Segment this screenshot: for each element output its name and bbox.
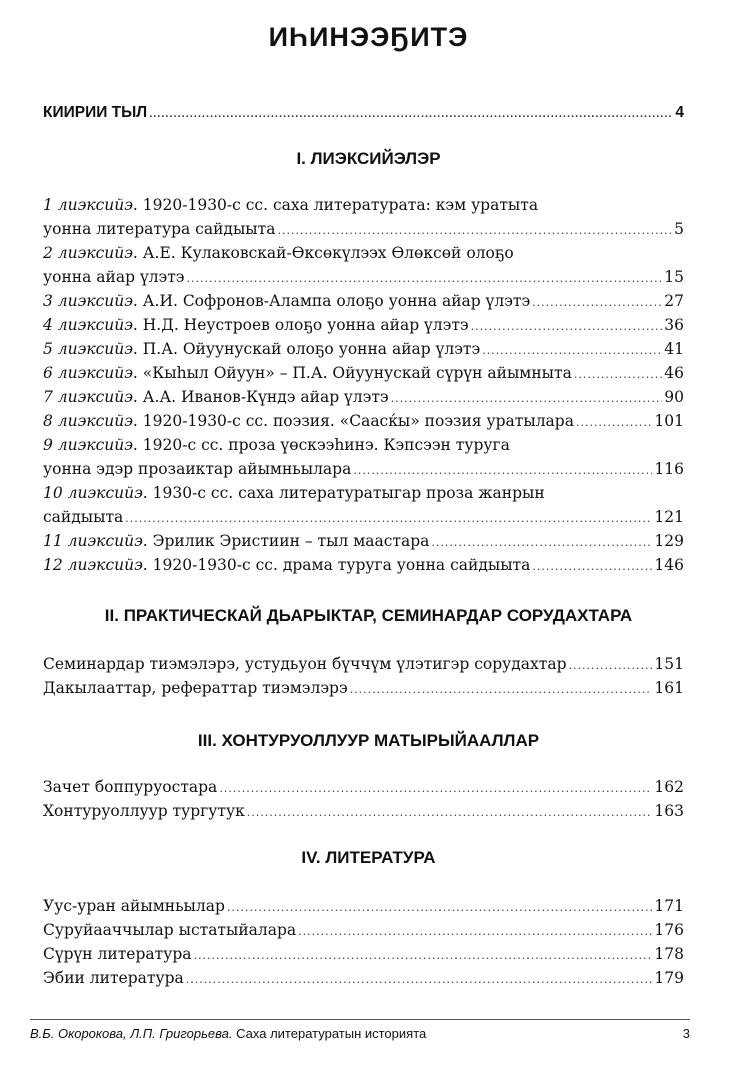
footer-divider [30,1019,690,1020]
toc-entry-text: Хонтуруоллуур тургутук [43,802,245,820]
lecture-label: 8 лиэксийэ. [43,412,138,430]
dot-leader [532,291,662,315]
dot-leader [298,920,652,944]
toc-entry-text: Эрилик Эристиин – тыл маастара [152,532,430,550]
toc-page-number: 90 [664,388,684,406]
lecture-label: 1 лиэксийэ. [43,196,138,214]
lecture-label: 12 лиэксийэ. [43,556,148,574]
dot-leader [569,654,653,678]
dot-leader [186,267,662,291]
toc-entry [43,313,684,337]
toc-entry [43,409,684,433]
toc-entry-text: 1920-с сс. проза үөскээһинэ. Кэпсээн туруга [142,436,510,454]
toc-page-number: 15 [664,268,684,286]
footer-authors: В.Б. Окорокова, Л.П. Григорьева. [30,1026,233,1041]
toc-page-number: 121 [654,508,684,526]
section-heading: I. ЛИЭКСИЙЭЛЭР [296,149,441,168]
toc-entry [43,966,684,990]
dot-leader [576,411,652,435]
toc-page-number: 36 [664,316,684,334]
dot-leader [125,507,652,531]
lecture-label: 10 лиэксийэ. [43,484,148,502]
toc-entry [43,481,684,529]
toc-entry-text: «Кыһыл Ойуун» – П.А. Ойуунускай сүрүн айымныта [142,364,572,382]
lecture-label: 4 лиэксийэ. [43,316,138,334]
toc-entry [43,241,684,289]
toc-entry [43,553,684,577]
dot-leader [574,363,662,387]
toc-entry-text: Уус-уран айымньылар [43,897,225,915]
toc-entry-text: Зачет боппуруостара [43,778,218,796]
lecture-label: 6 лиэксийэ. [43,364,138,382]
toc-entry-text: Сүрүн литература [43,945,192,963]
section-heading: II. ПРАКТИЧЕСКАЙ ДЬАРЫКТАР, СЕМИНАРДАР СОРУДАХТАРА [104,606,633,625]
toc-entry-text: 1920-1930-с сс. поэзия. «Саасќы» поэзия уратылара [142,412,574,430]
dot-leader [471,315,663,339]
toc-entry [43,433,684,481]
toc-entry [43,652,684,676]
dot-leader [219,777,652,801]
toc-entry [43,676,684,700]
toc-page-number: 178 [654,945,684,963]
lecture-label: 3 лиэксийэ. [43,292,138,310]
toc-entry [43,799,684,823]
dot-leader [391,387,663,411]
toc-entry-text: Семинардар тиэмэлэрэ, устудьуон бүччүм үлэтигэр сорудахтар [43,655,567,673]
dot-leader [353,459,652,483]
toc-entry-text: Дакылааттар, рефераттар тиэмэлэрэ [43,679,348,697]
dot-leader [186,968,653,992]
toc-page-number: 161 [654,679,684,697]
toc-entry [43,337,684,361]
footer-page-number: 3 [682,1026,690,1041]
toc-entry [43,193,684,241]
toc-entry-text: 1920-1930-с сс. драма туруга уонна сайдыыта [152,556,531,574]
toc-entry [43,918,684,942]
toc-page-number: 162 [654,778,684,796]
dot-leader [431,531,652,555]
dot-leader [247,801,653,825]
toc-page-number: 146 [654,556,684,574]
toc-entry-text: уонна литература сайдыыта [43,220,276,238]
toc-entry-text: А.И. Софронов-Алампа олоҕо уонна айар үлэтэ [142,292,531,310]
toc-entry-text: 1920-1930-с сс. саха литературата: кэм уратыта [142,196,539,214]
toc-page-number: 4 [675,104,684,121]
toc-page-number: 101 [654,412,684,430]
lecture-label: 9 лиэксийэ. [43,436,138,454]
toc-page-number: 27 [664,292,684,310]
dot-leader [277,219,672,243]
toc-page-number: 176 [654,921,684,939]
toc-entry [43,289,684,313]
toc-entry-text: Эбии литература [43,969,184,987]
toc-entry [43,385,684,409]
dot-leader [227,896,653,920]
toc-entry [43,894,684,918]
section-heading: III. ХОНТУРУОЛЛУУР МАТЫРЫЙААЛЛАР [197,731,540,750]
toc-entry-text: П.А. Ойуунускай олоҕо уонна айар үлэтэ [142,340,481,358]
toc-page-number: 163 [654,802,684,820]
toc-page-number: 151 [654,655,684,673]
toc-page-number: 129 [654,532,684,550]
toc-entry [43,529,684,553]
dot-leader [149,102,673,126]
toc-entry [43,942,684,966]
dot-leader [350,678,653,702]
lecture-label: 5 лиэксийэ. [43,340,138,358]
toc-page-number: 41 [664,340,684,358]
toc-entry-text: А.Е. Кулаковскай-Өксөкүлээх Өлөксөй олоҕо [142,244,514,262]
toc-entry-text: 1930-с сс. саха литературатыгар проза жанрын [152,484,545,502]
page-title: ИҺИНЭЭҔИТЭ [268,22,469,52]
toc-entry-text: уонна эдэр прозаиктар айымньылара [43,460,352,478]
lecture-label: 2 лиэксийэ. [43,244,138,262]
toc-page-number: 179 [654,969,684,987]
footer-book-title: Саха литературатын историята [236,1026,427,1041]
dot-leader [532,555,652,579]
toc-page-number: 116 [654,460,684,478]
dot-leader [482,339,662,363]
dot-leader [194,944,653,968]
section-heading: IV. ЛИТЕРАТУРА [301,848,436,867]
lecture-label: 11 лиэксийэ. [43,532,148,550]
toc-entry [43,775,684,799]
toc-page-number: 46 [664,364,684,382]
toc-page-number: 171 [654,897,684,915]
toc-entry-text: А.А. Иванов-Күндэ айар үлэтэ [142,388,389,406]
toc-entry [43,361,684,385]
toc-page-number: 5 [674,220,684,238]
page-footer [30,1026,690,1041]
lecture-label: 7 лиэксийэ. [43,388,138,406]
toc-entry-text: сайдыыта [43,508,124,526]
toc-entry-text: Суруйааччылар ыстатыйалара [43,921,297,939]
toc-entry-text: уонна айар үлэтэ [43,268,185,286]
toc-entry-text: Н.Д. Неустроев олоҕо уонна айар үлэтэ [142,316,469,334]
toc-entry-text: КИИРИИ ТЫЛ [43,104,148,121]
toc-entry-intro [43,101,684,125]
